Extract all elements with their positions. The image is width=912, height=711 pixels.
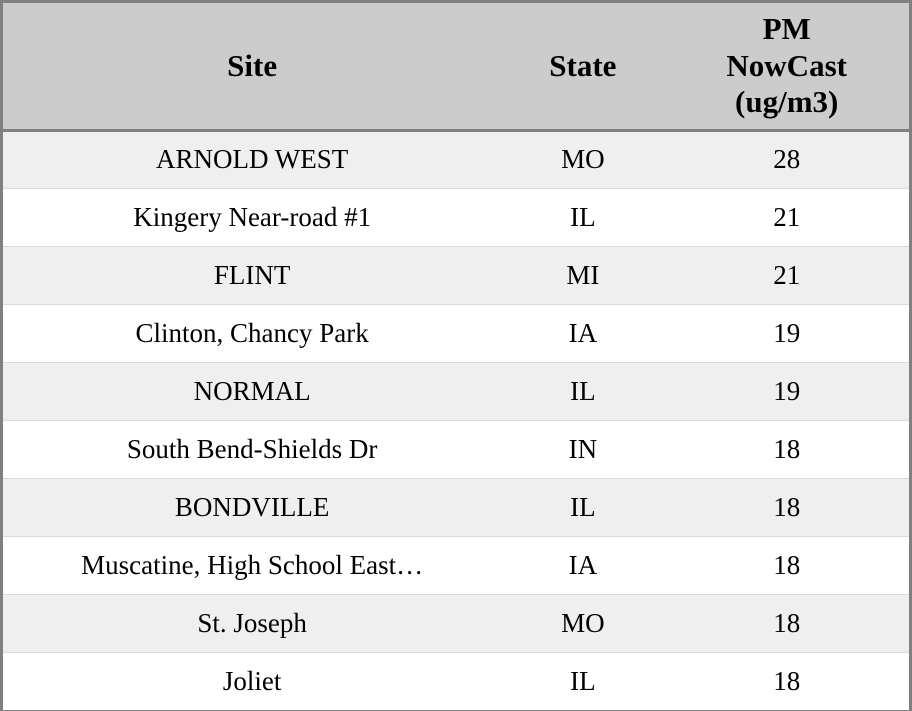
cell-value: 19: [664, 362, 909, 420]
cell-state: IL: [501, 188, 664, 246]
column-header-pm-nowcast-line-1: PM: [762, 11, 811, 46]
cell-state: IL: [501, 478, 664, 536]
table-header-row: [3, 3, 909, 130]
cell-state: IL: [501, 652, 664, 710]
cell-value: 18: [664, 652, 909, 710]
cell-value: 19: [664, 304, 909, 362]
cell-value: 21: [664, 188, 909, 246]
cell-value: 18: [664, 536, 909, 594]
cell-state: MI: [501, 246, 664, 304]
pm-nowcast-table: [3, 3, 909, 710]
table-row: [3, 130, 909, 188]
cell-site: FLINT: [3, 246, 501, 304]
table-row: [3, 594, 909, 652]
column-header-pm-nowcast: [664, 3, 909, 130]
table-row: [3, 420, 909, 478]
table-row: [3, 478, 909, 536]
cell-state: MO: [501, 594, 664, 652]
cell-site: St. Joseph: [3, 594, 501, 652]
table-row: [3, 362, 909, 420]
cell-value: 28: [664, 130, 909, 188]
table-header: [3, 3, 909, 130]
cell-state: IL: [501, 362, 664, 420]
cell-site: ARNOLD WEST: [3, 130, 501, 188]
cell-site: NORMAL: [3, 362, 501, 420]
cell-state: IN: [501, 420, 664, 478]
table-row: [3, 652, 909, 710]
cell-value: 18: [664, 594, 909, 652]
column-header-site: Site: [3, 3, 501, 130]
cell-value: 18: [664, 478, 909, 536]
table-body: [3, 130, 909, 710]
cell-state: MO: [501, 130, 664, 188]
table-row: [3, 536, 909, 594]
table-row: [3, 304, 909, 362]
table-row: [3, 246, 909, 304]
column-header-pm-nowcast-line-3: (ug/m3): [735, 84, 839, 120]
cell-state: IA: [501, 304, 664, 362]
column-header-pm-nowcast-line-2: NowCast: [726, 47, 847, 83]
cell-site: Kingery Near-road #1: [3, 188, 501, 246]
cell-value: 18: [664, 420, 909, 478]
cell-site: BONDVILLE: [3, 478, 501, 536]
column-header-state: State: [501, 3, 664, 130]
table-row: [3, 188, 909, 246]
cell-site: South Bend-Shields Dr: [3, 420, 501, 478]
cell-site: Muscatine, High School East…: [3, 536, 501, 594]
cell-site: Clinton, Chancy Park: [3, 304, 501, 362]
cell-site: Joliet: [3, 652, 501, 710]
cell-value: 21: [664, 246, 909, 304]
cell-state: IA: [501, 536, 664, 594]
